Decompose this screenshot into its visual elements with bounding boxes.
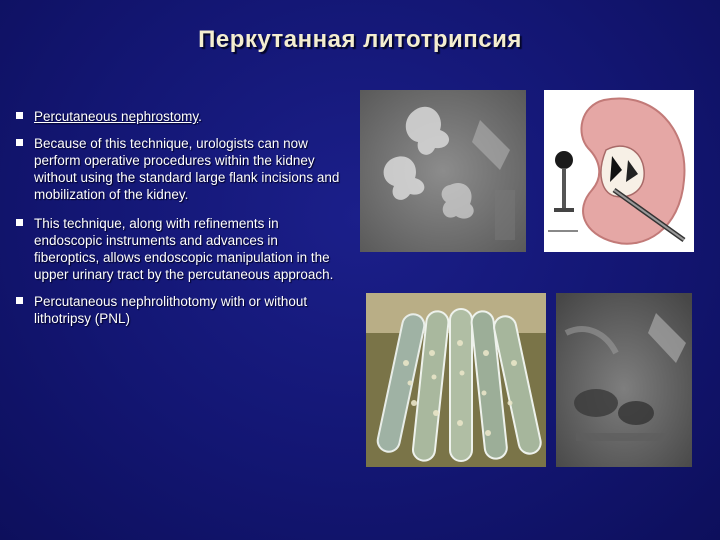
x-ray-pelvis-image: [556, 293, 692, 467]
square-bullet-icon: [16, 219, 23, 226]
kidney-illustration: [544, 90, 694, 252]
bullet-item: [14, 108, 344, 125]
bullet-list: [14, 108, 344, 337]
square-bullet-icon: [16, 112, 23, 119]
square-bullet-icon: [16, 139, 23, 146]
square-bullet-icon: [16, 297, 23, 304]
bullet-text: Percutaneous nephrolithotomy with or without lithotripsy (PNL): [34, 294, 308, 326]
stone-fragments-tubes-photo: [366, 293, 546, 467]
bullet-text: This technique, along with refinements in endoscopic instruments and advances in fiberoptics, allows endoscopic manipulation in the upper urinary tract by the percutaneous approach.: [34, 216, 334, 282]
bullet-suffix: .: [198, 109, 202, 124]
slide-title: Перкутанная литотрипсия: [198, 26, 522, 53]
x-ray-kidney-image: [360, 90, 526, 252]
bullet-text: Because of this technique, urologists can now perform operative procedures within the kidney without using the standard large flank incisions and mobilization of the kidney.: [34, 136, 340, 202]
bullet-item: [14, 215, 344, 283]
bullet-item: [14, 293, 344, 327]
bullet-item: [14, 135, 344, 203]
nephrostomy-link[interactable]: Percutaneous nephrostomy: [34, 109, 199, 124]
